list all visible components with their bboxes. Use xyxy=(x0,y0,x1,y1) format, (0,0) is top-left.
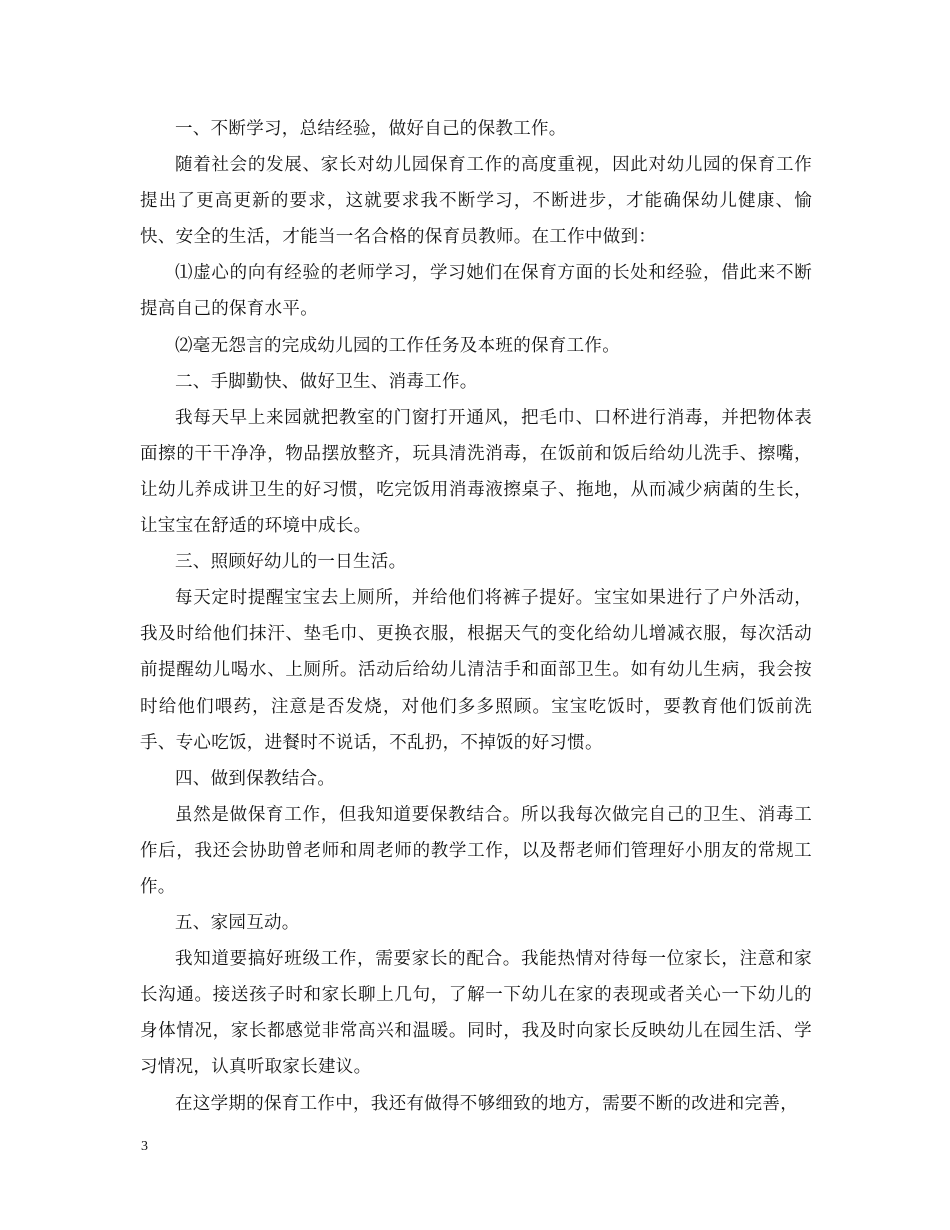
list-item-1: ⑴虚心的向有经验的老师学习，学习她们在保育方面的长处和经验，借此来不断提高自己的保育水平。 xyxy=(140,263,812,320)
paragraph: 虽然是做保育工作，但我知道要保教结合。所以我每次做完自己的卫生、消毒工作后，我还会协助曾老师和周老师的教学工作，以及帮老师们管理好小朋友的常规工作。 xyxy=(140,804,812,897)
paragraph: 每天定时提醒宝宝去上厕所，并给他们将裤子提好。宝宝如果进行了户外活动，我及时给他们抹汗、垫毛巾、更换衣服，根据天气的变化给幼儿增减衣服，每次活动前提醒幼儿喝水、上厕所。活动后给幼儿清洁手和面部卫生。如有幼儿生病，我会按时给他们喂药，注意是否发烧，对他们多多照顾。宝宝吃饭时，要教育他们饭前洗手、专心吃饭，进餐时不说话，不乱扔，不掉饭的好习惯。 xyxy=(140,588,812,753)
section-heading-1: 一、不断学习，总结经验，做好自己的保教工作。 xyxy=(175,119,567,139)
document-body xyxy=(140,111,812,1122)
section-heading-3: 三、照顾好幼儿的一日生活。 xyxy=(175,552,407,573)
paragraph: 随着社会的发展、家长对幼儿园保育工作的高度重视，因此对幼儿园的保育工作提出了更高更新的要求，这就要求我不断学习，不断进步，才能确保幼儿健康、愉快、安全的生活，才能当一名合格的保育员教师。在工作中做到： xyxy=(140,155,812,248)
paragraph: 我知道要搞好班级工作，需要家长的配合。我能热情对待每一位家长，注意和家长沟通。接送孩子时和家长聊上几句，了解一下幼儿在家的表现或者关心一下幼儿的身体情况，家长都感觉非常高兴和温暖。同时，我及时向家长反映幼儿在园生活、学习情况，认真听取家长建议。 xyxy=(140,949,812,1078)
list-item-2: ⑵毫无怨言的完成幼儿园的工作任务及本班的保育工作。 xyxy=(175,335,620,356)
section-heading-4: 四、做到保教结合。 xyxy=(175,768,336,789)
section-heading-5: 五、家园互动。 xyxy=(175,913,300,934)
page-number: 3 xyxy=(141,1139,148,1154)
paragraph: 我每天早上来园就把教室的门窗打开通风，把毛巾、口杯进行消毒，并把物体表面擦的干干净净，物品摆放整齐，玩具清洗消毒，在饭前和饭后给幼儿洗手、擦嘴，让幼儿养成讲卫生的好习惯，吃完饭用消毒液擦桌子、拖地，从而减少病菌的生长，让宝宝在舒适的环境中成长。 xyxy=(140,407,812,537)
paragraph: 在这学期的保育工作中，我还有做得不够细致的地方，需要不断的改进和完善， xyxy=(175,1093,798,1114)
section-heading-2: 二、手脚勤快、做好卫生、消毒工作。 xyxy=(175,371,478,392)
